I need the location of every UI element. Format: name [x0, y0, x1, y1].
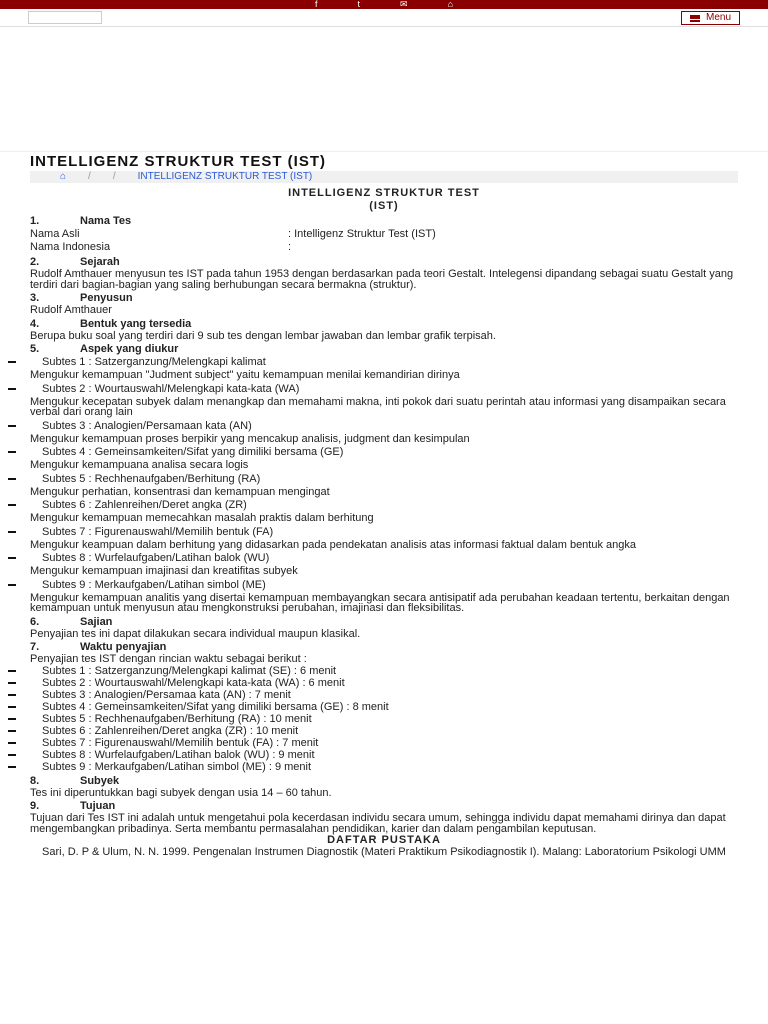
content-subtitle: (IST)	[369, 200, 399, 212]
item-description: Mengukur kecepatan subyek dalam menangkap dan memahami makna, inti pokok dari suatu perintah atau informasi yang disampaikan secara verbal dari orang lain	[30, 395, 726, 418]
name-row: Nama Indonesia :	[30, 241, 292, 253]
nav-row	[0, 9, 768, 27]
section-heading: 9. Tujuan	[30, 800, 116, 812]
section-text: Penyajian tes ini dapat dilakukan secara individual maupun klasikal.	[30, 627, 361, 640]
content-title: INTELLIGENZ STRUKTUR TEST	[288, 187, 480, 199]
list-item: Subtes 3 : Analogien/Persamaan kata (AN)	[30, 420, 738, 432]
item-description: Mengukur kemampuan proses berpikir yang mencakup analisis, judgment dan kesimpulan	[30, 432, 470, 445]
name-row: Nama Asli : Intelligenz Struktur Test (IST)	[30, 228, 436, 240]
item-description: Mengukur perhatian, konsentrasi dan kemampuan mengingat	[30, 485, 330, 498]
list-item: Subtes 4 : Gemeinsamkeiten/Sifat yang dimiliki bersama (GE)	[30, 446, 738, 458]
breadcrumb-separator: /	[112, 171, 116, 182]
item-description: Mengukur kemampuan imajinasi dan kreatifitas subyek	[30, 565, 298, 577]
section-heading: 4. Bentuk yang tersedia	[30, 317, 192, 330]
section-text: Penyajian tes IST dengan rincian waktu sebagai berikut :	[30, 653, 307, 665]
page-title: INTELLIGENZ STRUKTUR TEST (IST)	[30, 153, 326, 170]
menu-button[interactable]	[681, 11, 740, 25]
list-item: Subtes 1 : Satzerganzung/Melengkapi kalimat (SE) : 6 menit	[30, 665, 738, 677]
section-text: Tujuan dari Tes IST ini adalah untuk mengetahui pola kecerdasan individu secara umum, sehingga individu dapat memahami dirinya dan dapat mengembangkan pribadinya. Serta membantu permasalahan pendidikan, karier dan dalam pengambilan keputusan.	[30, 812, 726, 835]
breadcrumb-current[interactable]: INTELLIGENZ STRUKTUR TEST (IST)	[137, 171, 313, 182]
top-social-bar	[0, 0, 768, 9]
section-heading: 5. Aspek yang diukur	[30, 343, 179, 355]
section-heading: 7. Waktu penyajian	[30, 641, 167, 653]
reference-entry: Sari, D. P & Ulum, N. N. 1999. Pengenalan Instrumen Diagnostik (Materi Praktikum Psikodiagnostik I). Malang: Laboratorium Psikologi UMM	[42, 846, 726, 858]
section-text: Rudolf Amthauer menyusun tes IST pada tahun 1953 dengan berdasarkan pada teori Gestalt. Intelegensi dipandang sebagai suatu Gestalt yang terdiri dari bagian-bagian yang saling berhubungan secara bermakna (struktur).	[30, 268, 734, 291]
aspect-list	[30, 356, 738, 614]
list-item: Subtes 4 : Gemeinsamkeiten/Sifat yang dimiliki bersama (GE) : 8 menit	[30, 701, 738, 713]
list-item: Subtes 1 : Satzerganzung/Melengkapi kalimat	[30, 356, 738, 368]
search-box[interactable]	[28, 11, 102, 24]
section-heading: 6. Sajian	[30, 615, 113, 628]
breadcrumb	[30, 171, 738, 183]
list-item: Subtes 5 : Rechhenaufgaben/Berhitung (RA)	[30, 473, 738, 485]
section-heading: 8. Subyek	[30, 774, 120, 787]
item-description: Mengukur keampuan dalam berhitung yang didasarkan pada pendekatan analisis atas informasi faktual dalam bentuk angka	[30, 538, 636, 551]
section-heading: 1. Nama Tes	[30, 215, 132, 227]
section-text: Rudolf Amthauer	[30, 304, 112, 316]
hamburger-icon	[690, 15, 700, 22]
list-item: Subtes 2 : Wourtauswahl/Melengkapi kata-kata (WA) : 6 menit	[30, 677, 738, 689]
item-description: Mengukur kemampuan "Judment subject" yaitu kemampuan menilai kemandirian dirinya	[30, 369, 460, 381]
twitter-icon[interactable]: t	[357, 0, 361, 9]
list-item: Subtes 6 : Zahlenreihen/Deret angka (ZR)	[30, 499, 738, 511]
facebook-icon[interactable]: f	[314, 0, 318, 9]
item-description: Mengukur kemampuana analisa secara logis	[30, 459, 249, 471]
breadcrumb-separator: /	[88, 171, 91, 182]
list-item: Subtes 8 : Wurfelaufgaben/Latihan balok (WU) : 9 menit	[30, 749, 738, 761]
item-description: Mengukur kemampuan memecahkan masalah praktis dalam berhitung	[30, 512, 374, 524]
references-title: DAFTAR PUSTAKA	[327, 834, 441, 846]
list-item: Subtes 9 : Merkaufgaben/Latihan simbol (ME) : 9 menit	[30, 761, 738, 773]
section-text: Berupa buku soal yang terdiri dari 9 sub tes dengan lembar jawaban dan lembar grafik terpisah.	[30, 329, 496, 342]
list-item: Subtes 2 : Wourtauswahl/Melengkapi kata-kata (WA)	[30, 383, 738, 395]
section-heading: 3. Penyusun	[30, 292, 133, 304]
item-description: Mengukur kemampuan analitis yang disertai kemampuan membayangkan secara antisipatif ada perubahan keadaan tertentu, berkaitan dengan kemampuan untuk menyusun atau mengkonstruksi perubahan, imajinasi dan fleksibilitas.	[30, 591, 730, 614]
ad-space	[0, 27, 768, 152]
home-icon[interactable]: ⌂	[60, 171, 67, 182]
list-item: Subtes 7 : Figurenauswahl/Memilih bentuk (FA) : 7 menit	[30, 737, 738, 749]
article	[0, 154, 768, 858]
time-list	[30, 665, 738, 773]
list-item: Subtes 9 : Merkaufgaben/Latihan simbol (ME)	[30, 579, 738, 591]
email-icon[interactable]: ✉	[400, 0, 408, 9]
section-text: Tes ini diperuntukkan bagi subyek dengan usia 14 – 60 tahun.	[30, 786, 332, 799]
list-item: Subtes 8 : Wurfelaufgaben/Latihan balok (WU)	[30, 552, 738, 564]
list-item: Subtes 7 : Figurenauswahl/Memilih bentuk (FA)	[30, 526, 738, 538]
list-item: Subtes 3 : Analogien/Persamaa kata (AN) : 7 menit	[30, 689, 738, 701]
list-item: Subtes 5 : Rechhenaufgaben/Berhitung (RA) : 10 menit	[30, 713, 738, 725]
share-icon[interactable]: ⌂	[447, 0, 453, 9]
menu-button-label: Menu	[705, 12, 731, 23]
list-item: Subtes 6 : Zahlenreihen/Deret angka (ZR) : 10 menit	[30, 725, 738, 737]
section-heading: 2. Sejarah	[30, 256, 120, 268]
